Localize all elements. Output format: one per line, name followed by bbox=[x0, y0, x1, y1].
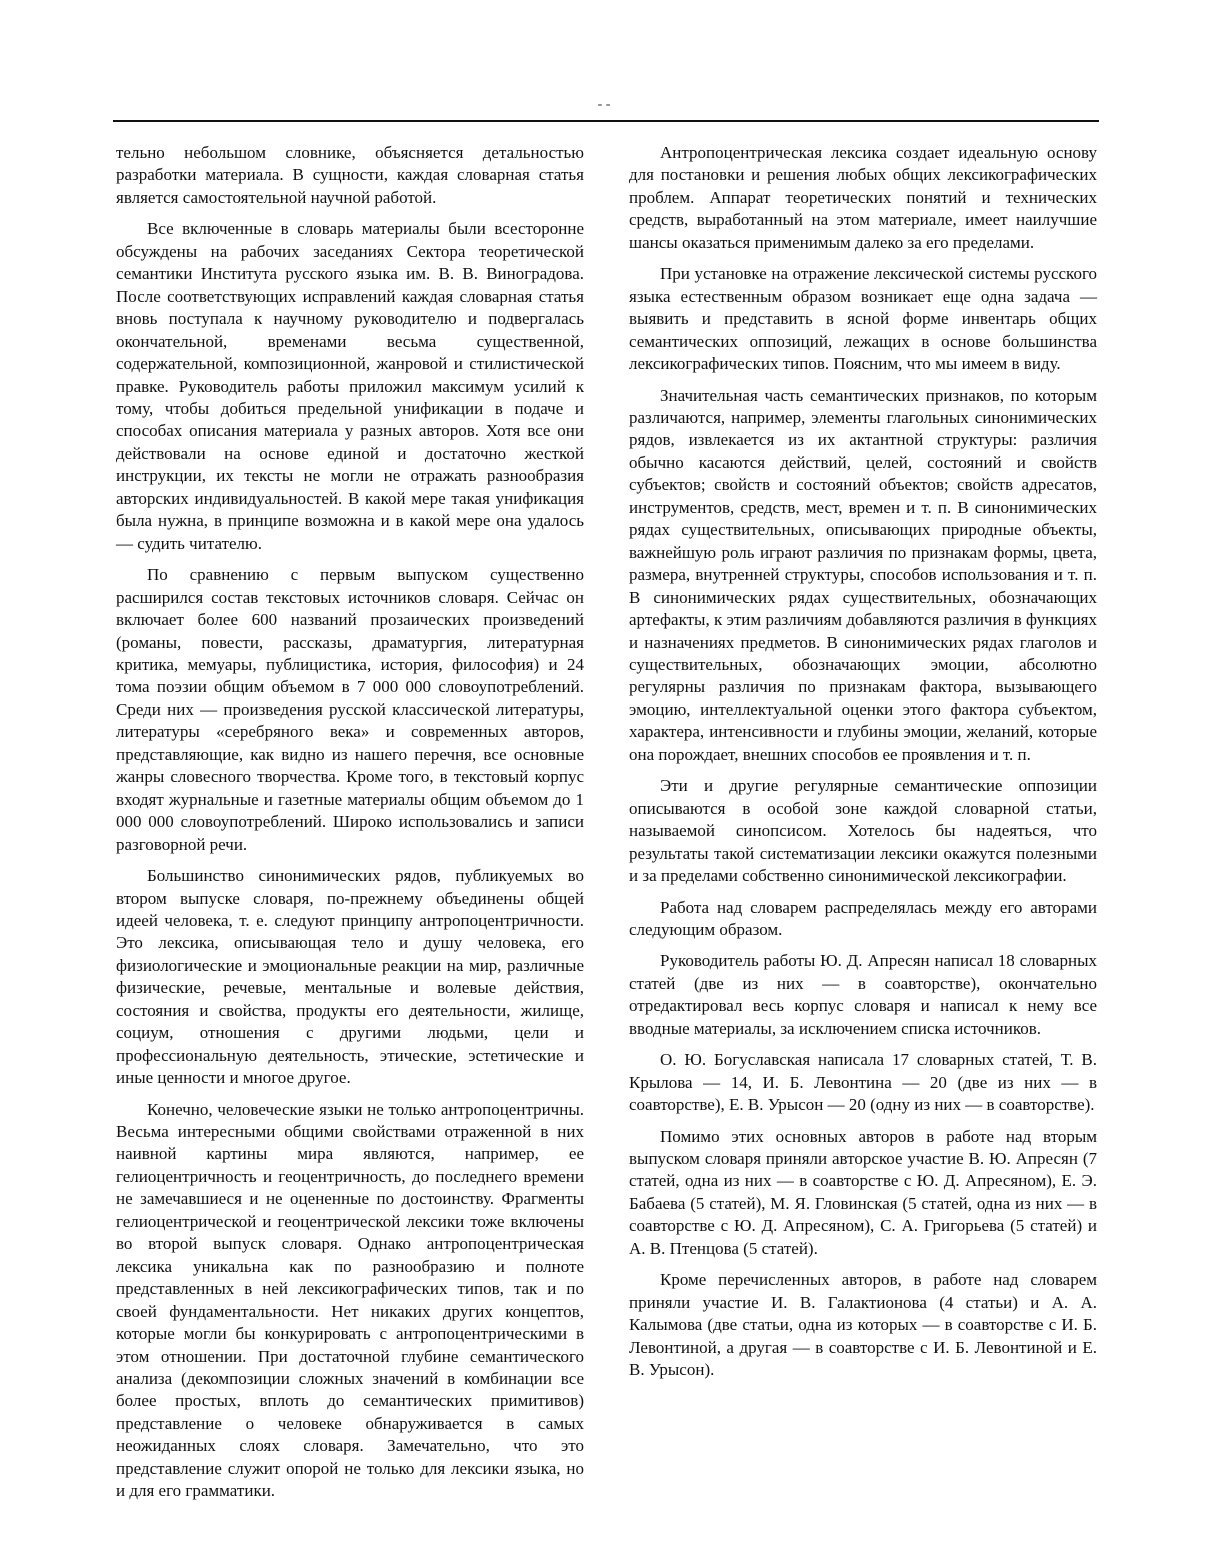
paragraph: Работа над словарем распределялась между его авторами следующим образом. bbox=[629, 897, 1097, 939]
paragraph: При установке на отражение лексической системы русского языка естественным образом возникает еще одна задача — выявить и представить в ясной форме инвентарь общих семантических оппозиций, лежащих в основе большинства лексикографических типов. Поясним, что мы имеем в виду. bbox=[629, 264, 1097, 374]
paragraph: По сравнению с первым выпуском существенно расширился состав текстовых источников словаря. Сейчас он включает более 600 названий прозаических произведений (романы, повести, рассказы, драматургия, литературная критика, мемуары, публицистика, история, философия) и 24 тома поэзии общим объемом в 7 000 000 словоупотреблений. Среди них — произведения русской классической литературы, литературы «серебряного века» и современных авторов, представляющие, как видно из нашего перечня, все основные жанры словесного творчества. Кроме того, в текстовый корпус входят журнальные и газетные материалы общим объемом до 1 000 000 словоупотреблений. Широко использовались и записи разговорной речи. bbox=[116, 565, 584, 854]
paragraph: Большинство синонимических рядов, публикуемых во втором выпуске словаря, по-прежнему объединены общей идеей человека, т. е. следуют принципу антропоцентричности. Это лексика, описывающая тело и душу человека, его физиологические и эмоциональные реакции на мир, различные физические, речевые, ментальные и волевые действия, состояния и свойства, продукты его деятельности, жилище, социум, отношения с другими людьми, цели и профессиональную деятельность, этические, эстетические и иные ценности и многое другое. bbox=[116, 866, 584, 1088]
paragraph: Значительная часть семантических признаков, по которым различаются, например, элементы глагольных синонимических рядов, извлекается из их актантной структуры: различия обычно касаются действий, целей, состояний и свойств субъектов; свойств и состояний объектов; свойств адресатов, инструментов, средств, мест, времен и т. п. В синонимических рядах существительных, описывающих природные объекты, важнейшую роль играют различия по признакам формы, цвета, размера, внутренней структуры, способов использования и т. п. В синонимических рядах существительных, обозначающих артефакты, к этим различиям добавляются различия в функциях и назначениях предметов. В синонимических рядах глаголов и существительных, обозначающих эмоции, абсолютно регулярны различия по признакам фактора, вызывающего эмоцию, интеллектуальной оценки этого фактора субъектом, характера, интенсивности и глубины эмоции, желаний, которые она порождает, внешних способов ее проявления и т. п. bbox=[629, 385, 1097, 764]
running-header-mark: - - bbox=[597, 97, 611, 112]
paragraph: Конечно, человеческие языки не только антропоцентричны. Весьма интересными общими свойствами отраженной в них наивной картины мира являются, например, ее гелиоцентричность и геоцентричность, до последнего времени не замечавшиеся и не оцененные по достоинству. Фрагменты гелиоцентрической и геоцентрической лексики тоже включены во второй выпуск словаря. Однако антропоцентрическая лексика уникальна как по разнообразию и полноте представленных в ней лексикографических типов, так и по своей фундаментальности. Нет никаких других концептов, которые могли бы конкурировать с антропоцентрическими в этом отношении. При достаточной глубине семантического анализа (декомпозиции сложных значений в комбинации все более простых, вплоть до семантических примитивов) представление о человеке обнаруживается в самых неожиданных слоях словаря. Замечательно, что это представление служит опорой не только для лексики языка, но и для его грамматики. bbox=[116, 1099, 584, 1501]
paragraph: Эти и другие регулярные семантические оппозиции описываются в особой зоне каждой словарной статьи, называемой синопсисом. Хотелось бы надеяться, что результаты такой систематизации лексики окажутся полезными и за пределами собственно синонимической лексикографии. bbox=[629, 776, 1097, 886]
paragraph: О. Ю. Богуславская написала 17 словарных статей, Т. В. Крылова — 14, И. Б. Левонтина — 20 (две из них — в соавторстве), Е. В. Урысон — 20 (одну из них — в соавторстве). bbox=[629, 1050, 1097, 1115]
paragraph-continued: тельно небольшом словнике, объясняется детальностью разработки материала. В сущности, каждая словарная статья является самостоятельной научной работой. bbox=[116, 143, 584, 207]
paragraph: Помимо этих основных авторов в работе над вторым выпуском словаря приняли авторское участие В. Ю. Апресян (7 статей, одна из них — в соавторстве с Ю. Д. Апресяном), Е. Э. Бабаева (5 статей), М. Я. Гловинская (5 статей, одна из них — в соавторстве с Ю. Д. Апресяном), С. А. Григорьева (5 статей) и А. В. Птенцова (5 статей). bbox=[629, 1126, 1097, 1258]
right-column bbox=[629, 142, 1097, 1391]
header-rule bbox=[113, 120, 1099, 122]
paragraph: Руководитель работы Ю. Д. Апресян написал 18 словарных статей (две из них — в соавторстве), окончательно отредактировал весь корпус словаря и написал к нему все вводные материалы, за исключением списка источников. bbox=[629, 951, 1097, 1038]
left-column bbox=[116, 142, 584, 1512]
paragraph: Антропоцентрическая лексика создает идеальную основу для постановки и решения любых общих лексикографических проблем. Аппарат теоретических понятий и технических средств, выработанный на этом материале, имеет наилучшие шансы оказаться применимым далеко за его пределами. bbox=[629, 143, 1097, 252]
paragraph: Кроме перечисленных авторов, в работе над словарем приняли участие И. В. Галактионова (4 статьи) и А. А. Калымова (две статьи, одна из которых — в соавторстве с И. Б. Левонтиной, а другая — в соавторстве с И. Б. Левонтиной и Е. В. Урысон). bbox=[629, 1270, 1097, 1380]
paragraph: Все включенные в словарь материалы были всесторонне обсуждены на рабочих заседаниях Сектора теоретической семантики Института русского языка им. В. В. Виноградова. После соответствующих исправлений каждая словарная статья вновь поступала к научному руководителю и подвергалась окончательной, временами весьма существенной, содержательной, композиционной, жанровой и стилистической правке. Руководитель работы приложил максимум усилий к тому, чтобы добиться предельной унификации в подаче и способах описания материала у разных авторов. Хотя все они действовали на основе единой и достаточно жесткой инструкции, их тексты не могли не отражать разнообразия авторских индивидуальностей. В какой мере такая унификация была нужна, в принципе возможна и в какой мере она удалось — судить читателю. bbox=[116, 219, 584, 553]
